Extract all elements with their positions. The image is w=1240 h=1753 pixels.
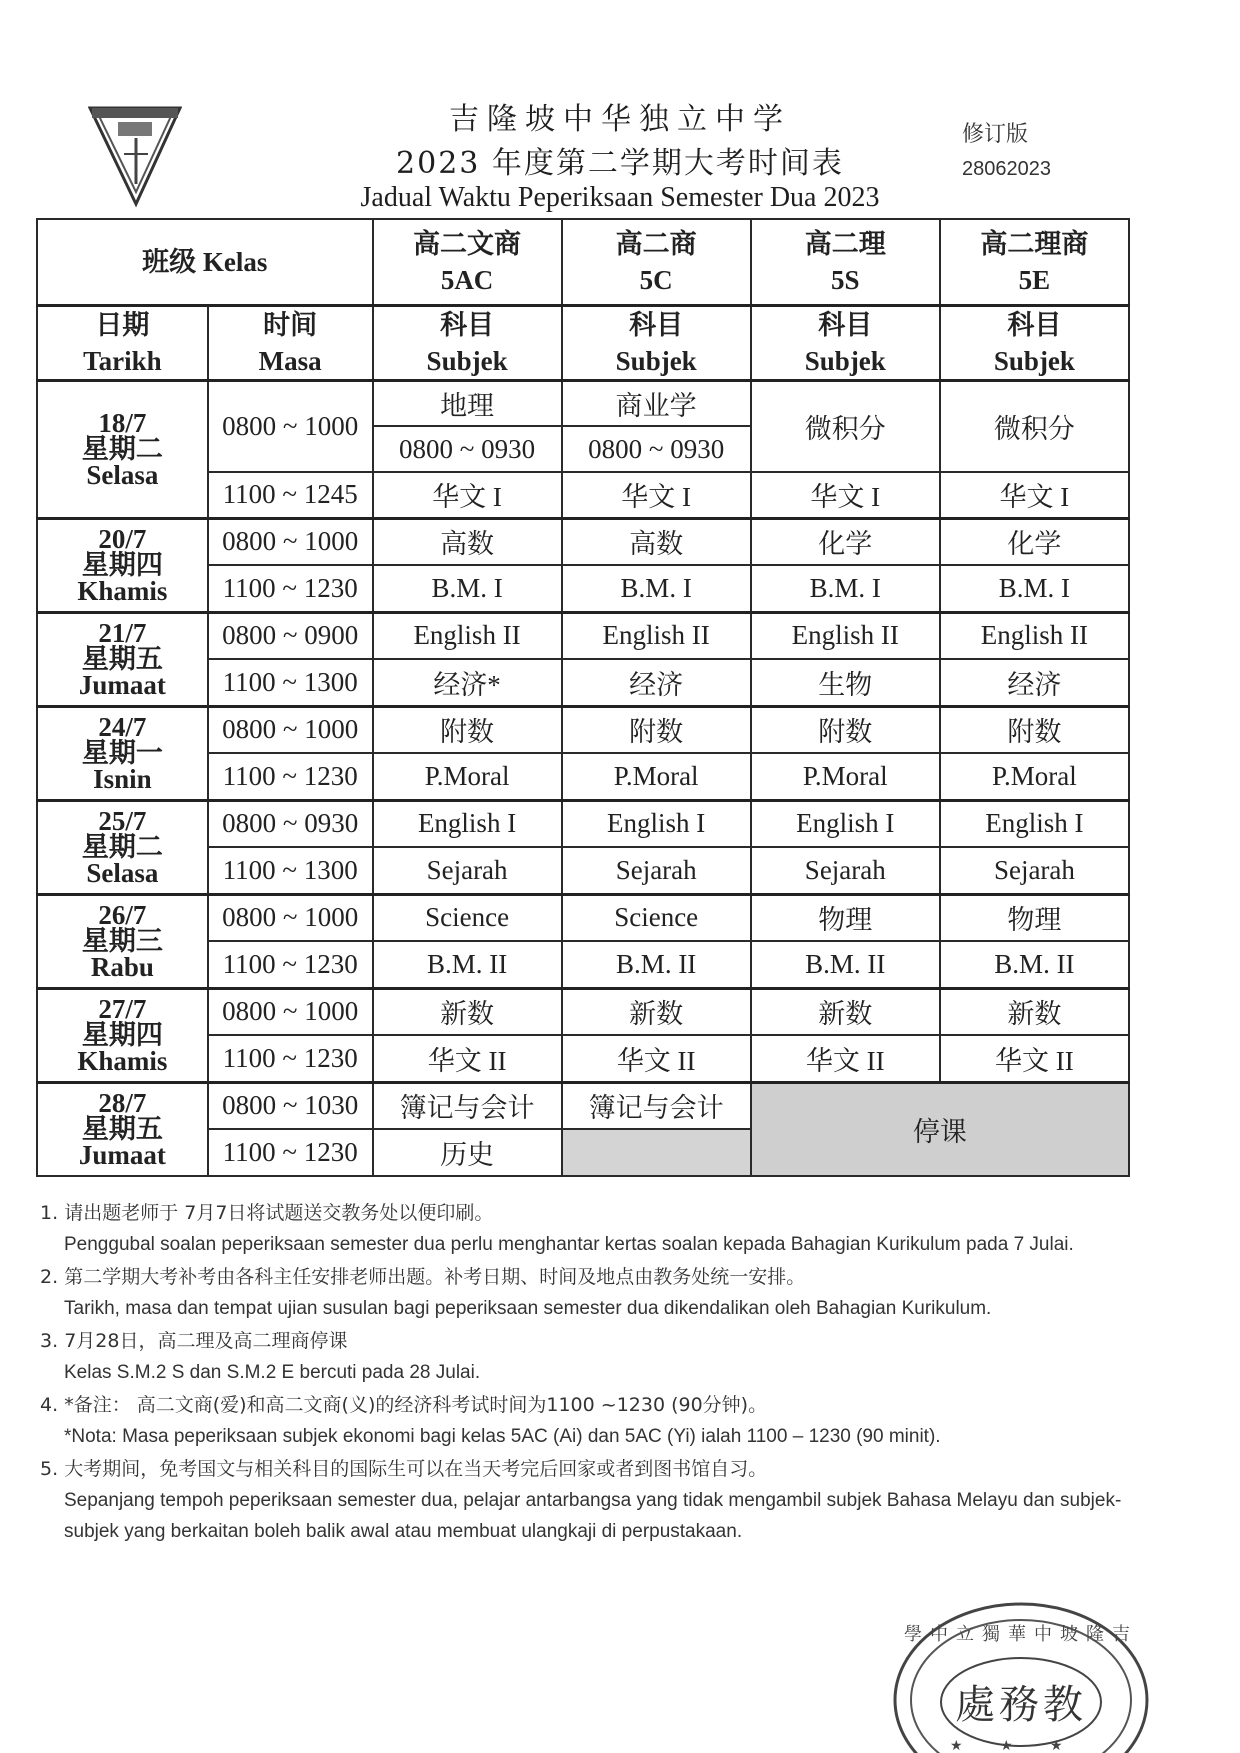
svg-text:★: ★ (1000, 1738, 1013, 1753)
subject-cell: 附数 (373, 706, 562, 753)
time-cell: 0800 ~ 1000 (208, 380, 373, 472)
class-header-5c: 高二商 5C (562, 219, 751, 305)
no-class-cell: 停课 (751, 1082, 1129, 1176)
subject-cell: 新数 (373, 988, 562, 1035)
time-cell: 0800 ~ 1000 (208, 988, 373, 1035)
subject-cell: 附数 (562, 706, 751, 753)
subject-cell: 华文 II (751, 1035, 940, 1082)
class-label: 班级 Kelas (37, 219, 373, 305)
subject-header: 科目 Subjek (940, 305, 1129, 380)
note-item: 1. 请出题老师于 7月7日将试题送交教务处以便印刷。 Penggubal soalan peperiksaan semester dua perlu menghantar kertas soalan kepada Bahagian Kurikulum pada 7 Julai. (40, 1202, 1074, 1255)
subject-cell: P.Moral (562, 753, 751, 800)
time-cell: 0800 ~ 0900 (208, 612, 373, 659)
subject-cell: English I (751, 800, 940, 847)
time-cell: 1100 ~ 1230 (208, 1129, 373, 1176)
subject-cell: Sejarah (373, 847, 562, 894)
subject-cell: 附数 (751, 706, 940, 753)
subject-cell: 华文 II (373, 1035, 562, 1082)
subject-cell: 华文 II (562, 1035, 751, 1082)
title-ms: Jadual Waktu Peperiksaan Semester Dua 2023 (360, 182, 880, 213)
svg-text:學中立獨華中坡隆吉: 學中立獨華中坡隆吉 (904, 1624, 1138, 1645)
subject-cell: B.M. II (940, 941, 1129, 988)
class-header-5ac: 高二文商 5AC (373, 219, 562, 305)
subject-cell: 化学 (751, 518, 940, 565)
class-header-5e: 高二理商 5E (940, 219, 1129, 305)
subject-cell: English II (562, 612, 751, 659)
date-cell: 20/7 星期四 Khamis (37, 518, 208, 612)
revision-label: 修订版 (962, 122, 1029, 147)
subject-cell: B.M. I (562, 565, 751, 612)
subject-cell: 华文 II (940, 1035, 1129, 1082)
subject-cell: 新数 (751, 988, 940, 1035)
date-cell: 24/7 星期一 Isnin (37, 706, 208, 800)
subject-cell: 附数 (940, 706, 1129, 753)
date-header: 日期 Tarikh (37, 305, 208, 380)
time-header: 时间 Masa (208, 305, 373, 380)
subject-cell: English I (562, 800, 751, 847)
subject-cell: Science (562, 894, 751, 941)
date-cell: 26/7 星期三 Rabu (37, 894, 208, 988)
time-cell: 0800 ~ 0930 (208, 800, 373, 847)
class-header-5s: 高二理 5S (751, 219, 940, 305)
subject-cell: 微积分 (751, 380, 940, 472)
subject-cell: 新数 (562, 988, 751, 1035)
subject-cell: 簿记与会计 (373, 1082, 562, 1129)
subject-header: 科目 Subjek (373, 305, 562, 380)
subject-cell: B.M. II (562, 941, 751, 988)
subject-cell: Sejarah (562, 847, 751, 894)
subject-cell: 簿记与会计 (562, 1082, 751, 1129)
subject-cell: B.M. II (373, 941, 562, 988)
note-item: 2. 第二学期大考补考由各科主任安排老师出题。补考日期、时间及地点由教务处统一安排。 Tarikh, masa dan tempat ujian susulan bagi peperiksaan semester dua dikendalikan oleh Bahagian Kurikulum. (40, 1266, 992, 1319)
time-cell: 1100 ~ 1230 (208, 941, 373, 988)
subject-cell: P.Moral (373, 753, 562, 800)
subject-cell: English I (373, 800, 562, 847)
note-item: 3. 7月28日，高二理及高二理商停课 Kelas S.M.2 S dan S.M.2 E bercuti pada 28 Julai. (40, 1330, 481, 1383)
subject-cell: 经济 (940, 659, 1129, 706)
subject-cell: English I (940, 800, 1129, 847)
title-zh: 2023 年度第二学期大考时间表 (396, 146, 844, 181)
subject-cell: 华文 I (373, 472, 562, 518)
subject-cell: 新数 (940, 988, 1129, 1035)
subject-cell: Sejarah (940, 847, 1129, 894)
subject-header: 科目 Subjek (751, 305, 940, 380)
date-cell: 21/7 星期五 Jumaat (37, 612, 208, 706)
subject-cell: 华文 I (751, 472, 940, 518)
subject-cell: B.M. I (751, 565, 940, 612)
date-cell: 18/7 星期二 Selasa (37, 380, 208, 518)
subject-cell: English II (940, 612, 1129, 659)
subject-cell: P.Moral (751, 753, 940, 800)
time-cell: 1100 ~ 1300 (208, 847, 373, 894)
subject-cell: 华文 I (562, 472, 751, 518)
school-name: 吉隆坡中华独立中学 (449, 102, 791, 137)
subject-cell: 微积分 (940, 380, 1129, 472)
sub-time-cell: 0800 ~ 0930 (373, 426, 562, 472)
time-cell: 0800 ~ 1000 (208, 894, 373, 941)
subject-cell: B.M. I (940, 565, 1129, 612)
note-item: 4. *备注： 高二文商(爱)和高二文商(义)的经济科考试时间为1100 ~1230 (90分钟)。 *Nota: Masa peperiksaan subjek ekonomi bagi kelas 5AC (Ai) dan 5AC (Yi) ialah 1100 – 1230 (90 minit). (40, 1394, 941, 1447)
revision-note (962, 118, 1051, 186)
subject-cell: B.M. II (751, 941, 940, 988)
subject-cell: 物理 (751, 894, 940, 941)
subject-cell: 物理 (940, 894, 1129, 941)
date-cell: 25/7 星期二 Selasa (37, 800, 208, 894)
subject-cell: English II (373, 612, 562, 659)
svg-text:★: ★ (1050, 1738, 1063, 1753)
sub-time-cell: 0800 ~ 0930 (562, 426, 751, 472)
subject-cell: B.M. I (373, 565, 562, 612)
subject-cell: 经济 (562, 659, 751, 706)
subject-cell: 华文 I (940, 472, 1129, 518)
note-item: 5. 大考期间，免考国文与相关科目的国际生可以在当天考完后回家或者到图书馆自习。 Sepanjang tempoh peperiksaan semester dua, pelajar antarbangsa yang tidak mengambil subjek Bahasa Melayu dan subjek-subjek yang berkaitan boleh balik awal atau membuat ulangkaji di perpustakaan. (40, 1458, 1122, 1542)
subject-cell: 历史 (373, 1129, 562, 1176)
academic-affairs-stamp (890, 1600, 1152, 1753)
subject-cell: 高数 (562, 518, 751, 565)
subject-cell: 经济* (373, 659, 562, 706)
subject-cell: 化学 (940, 518, 1129, 565)
subject-cell: 高数 (373, 518, 562, 565)
subject-header: 科目 Subjek (562, 305, 751, 380)
subject-cell: P.Moral (940, 753, 1129, 800)
date-cell: 27/7 星期四 Khamis (37, 988, 208, 1082)
time-cell: 0800 ~ 1000 (208, 518, 373, 565)
time-cell: 0800 ~ 1000 (208, 706, 373, 753)
exam-timetable (36, 218, 1130, 1177)
time-cell: 1100 ~ 1230 (208, 753, 373, 800)
subject-cell: English II (751, 612, 940, 659)
svg-text:處務教: 處務教 (955, 1682, 1087, 1728)
subject-cell: Science (373, 894, 562, 941)
subject-cell: 商业学 (562, 380, 751, 426)
empty-shaded-cell (562, 1129, 751, 1176)
time-cell: 1100 ~ 1230 (208, 1035, 373, 1082)
revision-number: 28062023 (962, 158, 1051, 180)
time-cell: 0800 ~ 1030 (208, 1082, 373, 1129)
subject-cell: Sejarah (751, 847, 940, 894)
time-cell: 1100 ~ 1230 (208, 565, 373, 612)
notes-section (40, 1198, 1170, 1549)
subject-cell: 生物 (751, 659, 940, 706)
time-cell: 1100 ~ 1245 (208, 472, 373, 518)
time-cell: 1100 ~ 1300 (208, 659, 373, 706)
date-cell: 28/7 星期五 Jumaat (37, 1082, 208, 1176)
subject-cell: 地理 (373, 380, 562, 426)
svg-text:★: ★ (950, 1738, 963, 1753)
